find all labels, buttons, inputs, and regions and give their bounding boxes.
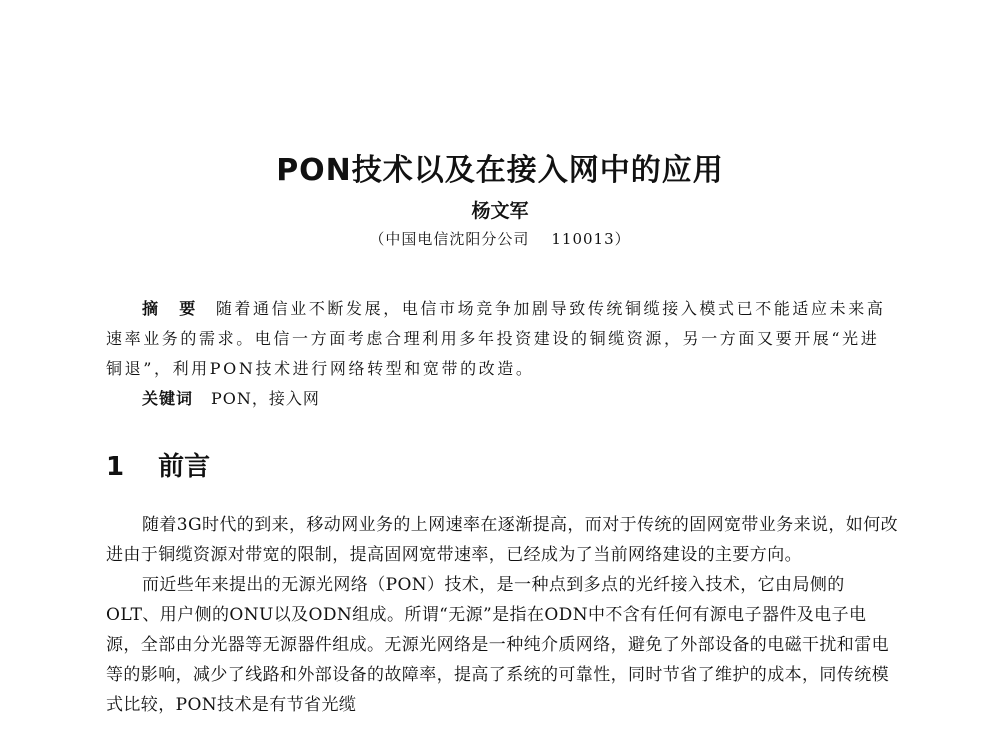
body-text — [106, 510, 898, 720]
affiliation-line — [0, 228, 1000, 249]
section-heading — [106, 446, 210, 483]
keywords-text: PON，接入网 — [211, 389, 320, 408]
section-number: 1 — [106, 452, 125, 482]
paragraph: 而近些年来提出的无源光网络（PON）技术，是一种点到多点的光纤接入技术，它由局侧的OLT、用户侧的ONU以及ODN组成。所谓“无源”是指在ODN中不含有任何有源电子器件及电子电源，全部由分光器等无源器件组成。无源光网络是一种纯介质网络，避免了外部设备的电磁干扰和雷电等的影响，减少了线路和外部设备的故障率，提高了系统的可靠性，同时节省了维护的成本，同传统模式比较，PON技术是有节省光缆 — [106, 575, 889, 715]
section-title: 前言 — [158, 452, 211, 482]
affiliation-name: （中国电信沈阳分公司 — [369, 230, 530, 248]
keywords-label: 关键词 — [142, 389, 194, 408]
paper-title: PON技术以及在接入网中的应用 — [276, 153, 724, 188]
author-name: 杨文军 — [471, 200, 529, 222]
abstract-label: 摘 要 — [142, 299, 198, 318]
postal-code: 110013） — [551, 230, 631, 248]
abstract — [106, 294, 892, 384]
keywords — [142, 386, 320, 409]
paragraph: 随着3G时代的到来，移动网业务的上网速率在逐渐提高，而对于传统的固网宽带业务来说，如何改进由于铜缆资源对带宽的限制，提高固网宽带速率，已经成为了当前网络建设的主要方向。 — [106, 515, 898, 565]
abstract-text: 随着通信业不断发展，电信市场竞争加剧导致传统铜缆接入模式已不能适应未来高速率业务的需求。电信一方面考虑合理利用多年投资建设的铜缆资源，另一方面又要开展“光进铜退”，利用PON技术进行网络转型和宽带的改造。 — [106, 299, 886, 378]
